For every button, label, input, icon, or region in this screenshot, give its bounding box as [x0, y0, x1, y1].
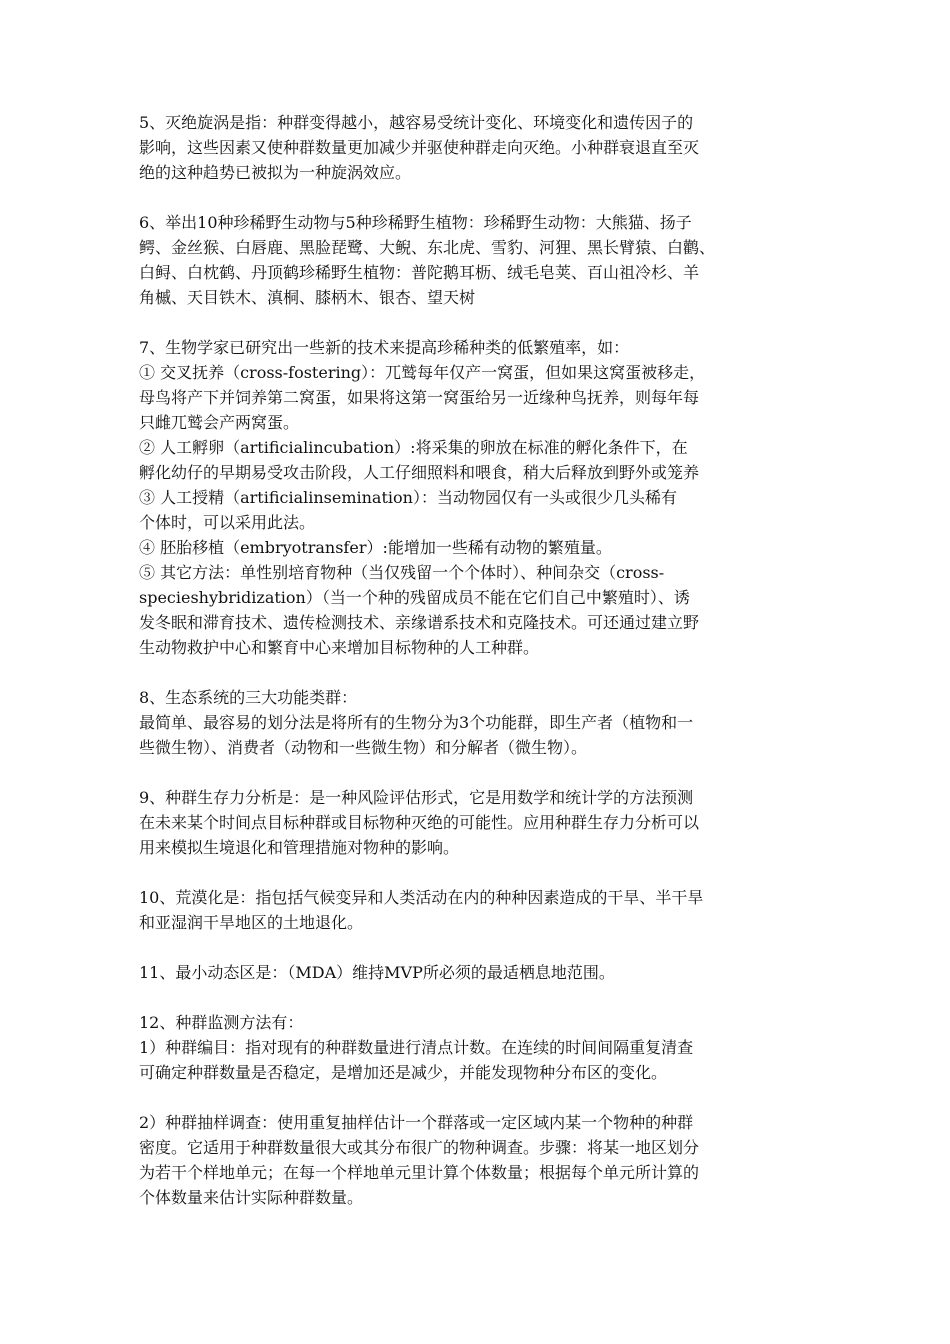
paragraph-gap: [139, 985, 819, 1010]
section-breeding-techniques: [139, 335, 819, 660]
text-line: 5、灭绝旋涡是指：种群变得越小，越容易受统计变化、环境变化和遗传因子的: [139, 113, 694, 132]
text-line: 11、最小动态区是：（MDA）维持MVP所必须的最适栖息地范围。: [139, 963, 615, 982]
paragraph-gap: [139, 185, 819, 210]
paragraph-gap: [139, 660, 819, 685]
paragraph-gap: [139, 860, 819, 885]
text-line: 最简单、最容易的划分法是将所有的生物分为3个功能群，即生产者（植物和一: [139, 713, 694, 732]
text-line: 用来模拟生境退化和管理措施对物种的影响。: [139, 838, 460, 857]
text-line: 些微生物）、消费者（动物和一些微生物）和分解者（微生物）。: [139, 738, 588, 757]
text-line: 可确定种群数量是否稳定，是增加还是减少，并能发现物种分布区的变化。: [139, 1063, 668, 1082]
paragraph-gap: [139, 310, 819, 335]
text-line: 为若干个样地单元；在每一个样地单元里计算个体数量；根据每个单元所计算的: [139, 1163, 700, 1182]
section-population-sampling: [139, 1110, 819, 1210]
text-line: 6、举出10种珍稀野生动物与5种珍稀野生植物：珍稀野生动物：大熊猫、扬子: [139, 213, 692, 232]
text-line: ① 交叉抚养（cross-fostering）：兀鹫每年仅产一窝蛋，但如果这窝蛋被移走，: [139, 363, 706, 382]
text-line: ⑤ 其它方法：单性别培育物种（当仅残留一个个体时）、种间杂交（cross-: [139, 563, 665, 582]
text-line: specieshybridization）（当一个种的残留成员不能在它们自己中繁殖时）、诱: [139, 588, 690, 607]
text-line: 绝的这种趋势已被拟为一种旋涡效应。: [139, 163, 412, 182]
text-line: 影响，这些因素又使种群数量更加减少并驱使种群走向灭绝。小种群衰退直至灭: [139, 138, 700, 157]
text-line: 生动物救护中心和繁育中心来增加目标物种的人工种群。: [139, 638, 540, 657]
text-line: 2）种群抽样调查：使用重复抽样估计一个群落或一定区域内某一个物种的种群: [139, 1113, 694, 1132]
text-line: 白鲟、白枕鹤、丹顶鹤珍稀野生植物：普陀鹅耳枥、绒毛皂荚、百山祖冷杉、羊: [139, 263, 700, 282]
text-line: 只雌兀鹫会产两窝蛋。: [139, 413, 300, 432]
text-line: 8、生态系统的三大功能类群：: [139, 688, 358, 707]
text-line: 个体数量来估计实际种群数量。: [139, 1188, 364, 1207]
paragraph-gap: [139, 760, 819, 785]
text-line: 和亚湿润干旱地区的土地退化。: [139, 913, 364, 932]
text-line: 个体时，可以采用此法。: [139, 513, 316, 532]
text-line: 孵化幼仔的早期易受攻击阶段，人工仔细照料和喂食，稍大后释放到野外或笼养: [139, 463, 700, 482]
paragraph-gap: [139, 935, 819, 960]
section-extinction-vortex: [139, 110, 819, 185]
section-rare-species: [139, 210, 819, 310]
text-line: 1）种群编目：指对现有的种群数量进行清点计数。在连续的时间间隔重复清查: [139, 1038, 694, 1057]
section-population-monitoring: [139, 1010, 819, 1085]
text-line: 9、种群生存力分析是：是一种风险评估形式，它是用数学和统计学的方法预测: [139, 788, 694, 807]
text-line: ③ 人工授精（artificialinsemination）：当动物园仅有一头或很少几头稀有: [139, 488, 677, 507]
document-page: [139, 110, 819, 1210]
text-line: ② 人工孵卵（artificialincubation）:将采集的卵放在标准的孵化条件下，在: [139, 438, 688, 457]
text-line: 发冬眠和滞育技术、遗传检测技术、亲缘谱系技术和克隆技术。可还通过建立野: [139, 613, 700, 632]
text-line: 母鸟将产下并饲养第二窝蛋，如果将这第一窝蛋给另一近缘种鸟抚养，则每年每: [139, 388, 700, 407]
text-line: 密度。它适用于种群数量很大或其分布很广的物种调查。步骤：将某一地区划分: [139, 1138, 700, 1157]
text-line: 7、生物学家已研究出一些新的技术来提高珍稀种类的低繁殖率，如：: [139, 338, 630, 357]
text-line: 在未来某个时间点目标种群或目标物种灭绝的可能性。应用种群生存力分析可以: [139, 813, 700, 832]
section-mda: [139, 960, 819, 985]
section-functional-groups: [139, 685, 819, 760]
text-line: 12、种群监测方法有：: [139, 1013, 304, 1032]
text-line: 10、荒漠化是：指包括气候变异和人类活动在内的种种因素造成的干旱、半干旱: [139, 888, 704, 907]
text-line: 鳄、金丝猴、白唇鹿、黑脸琵鹭、大鲵、东北虎、雪豹、河狸、黑长臂猿、白鹳、: [139, 238, 716, 257]
section-pva: [139, 785, 819, 860]
text-line: 角槭、天目铁木、滇桐、膝柄木、银杏、望天树: [139, 288, 476, 307]
text-line: ④ 胚胎移植（embryotransfer）:能增加一些稀有动物的繁殖量。: [139, 538, 612, 557]
section-desertification: [139, 885, 819, 935]
paragraph-gap: [139, 1085, 819, 1110]
